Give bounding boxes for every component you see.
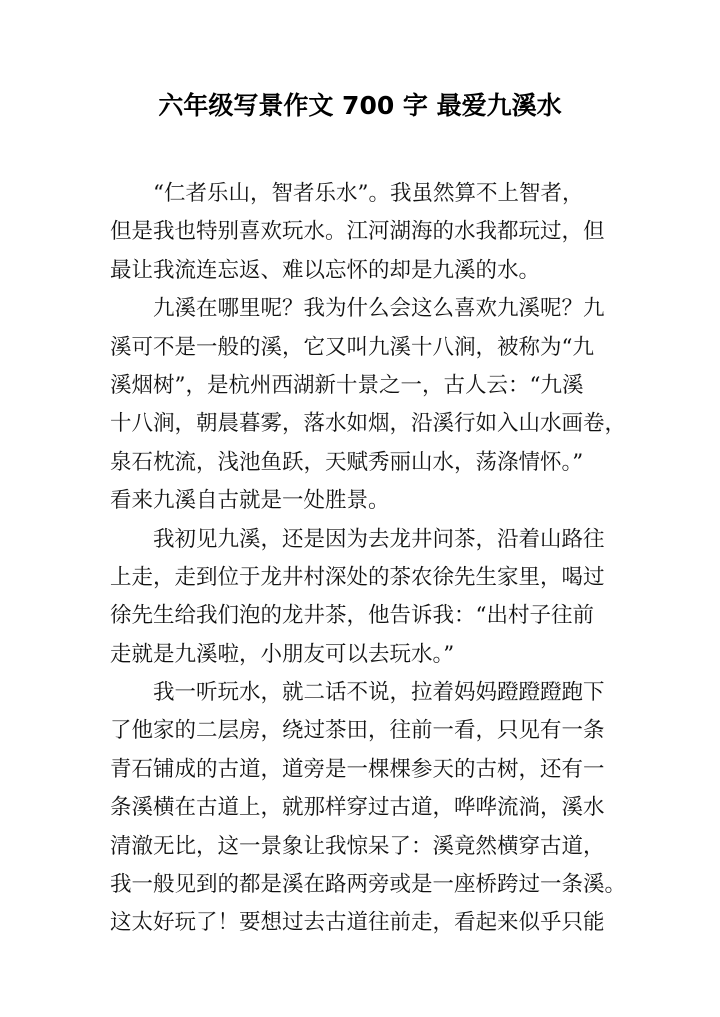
- text-line: 条溪横在古道上，就那样穿过古道，哗哗流淌，溪水: [110, 795, 605, 821]
- text-line: 但是我也特别喜欢玩水。江河湖海的水我都玩过，但: [110, 219, 605, 245]
- text-line: 走就是九溪啦，小朋友可以去玩水。”: [110, 641, 455, 667]
- text-line: 青石铺成的古道，道旁是一棵棵参天的古树，还有一: [110, 756, 605, 782]
- text-line: 我一般见到的都是溪在路两旁或是一座桥跨过一条溪。: [110, 872, 627, 898]
- text-line: 我初见九溪，还是因为去龙井问茶，沿着山路往: [153, 526, 605, 552]
- text-line: 溪烟树”，是杭州西湖新十景之一，古人云：“九溪: [110, 372, 584, 398]
- text-line: 徐先生给我们泡的龙井茶，他告诉我：“出村子往前: [110, 603, 594, 629]
- text-line: 看来九溪自古就是一处胜景。: [110, 488, 390, 514]
- text-line: 溪可不是一般的溪，它又叫九溪十八涧，被称为“九: [110, 334, 594, 360]
- text-line: 上走，走到位于龙井村深处的茶农徐先生家里，喝过: [110, 564, 605, 590]
- text-line: 十八涧，朝晨暮雾，落水如烟，沿溪行如入山水画卷，: [110, 411, 627, 437]
- document-title: 六年级写景作文 700 字 最爱九溪水: [158, 91, 562, 120]
- text-line: 了他家的二层房，绕过茶田，往前一看，只见有一条: [110, 718, 605, 744]
- text-line: “仁者乐山，智者乐水”。我虽然算不上智者，: [153, 181, 584, 206]
- essay-body: [110, 175, 630, 943]
- text-line: 最让我流连忘返、难以忘怀的却是九溪的水。: [110, 257, 541, 283]
- text-line: 我一听玩水，就二话不说，拉着妈妈蹬蹬蹬跑下: [153, 680, 605, 706]
- text-line: 九溪在哪里呢？我为什么会这么喜欢九溪呢？九: [153, 296, 605, 322]
- text-line: 这太好玩了！要想过去古道往前走，看起来似乎只能: [110, 910, 605, 936]
- text-line: 清澈无比，这一景象让我惊呆了：溪竟然横穿古道，: [110, 833, 605, 859]
- text-line: 泉石枕流，浅池鱼跃，天赋秀丽山水，荡涤情怀。”: [110, 449, 584, 475]
